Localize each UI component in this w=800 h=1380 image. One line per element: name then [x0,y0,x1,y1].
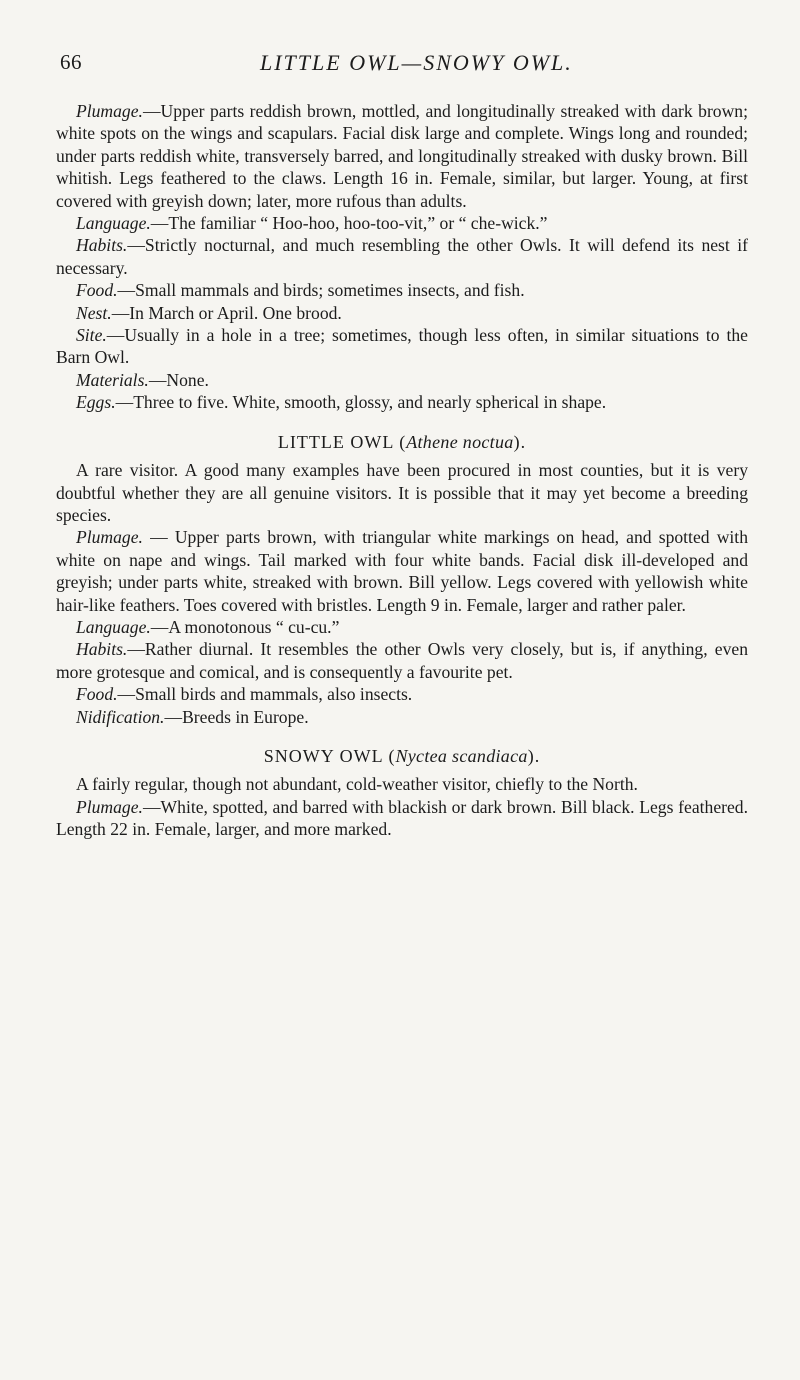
field-text: —Small mammals and birds; sometimes insects, and fish. [117,280,525,301]
field-site [56,324,748,369]
species-common-name: SNOWY OWL [263,745,383,766]
field-text: —White, spotted, and barred with blackish or dark brown. Bill black. Legs feathered. Length 22 in. Female, larger, and more marked. [56,796,748,840]
field-label: Site. [76,325,107,346]
species-common-name: LITTLE OWL [277,431,394,452]
field-label: Food. [76,684,118,705]
field-text: —Usually in a hole in a tree; sometimes, though less often, in similar situations to the Barn Owl. [56,325,748,368]
field-label: Plumage. [76,527,143,548]
field-food [56,279,748,301]
field-plumage [56,526,748,616]
field-nidification [56,706,748,728]
field-text: —Breeds in Europe. [164,706,309,727]
field-label: Language. [76,213,151,234]
field-label: Eggs. [76,392,116,413]
field-habits [56,638,748,683]
species-latin-name: Nyctea scandiaca [395,745,528,766]
species-latin-name: Athene noctua [406,431,514,452]
snowy-owl-section [56,745,748,841]
field-text: —Rather diurnal. It resembles the other Owls very closely, but is, if anything, even more grotesque and comical, and is consequently a favourite pet. [56,639,748,682]
field-text: —None. [148,369,209,390]
previous-species-section [56,100,748,414]
field-language [56,616,748,638]
field-text: —In March or April. One brood. [111,302,342,323]
field-label: Nest. [76,302,112,323]
species-heading: LITTLE OWL (Athene noctua). [277,431,527,452]
species-intro: A rare visitor. A good many examples have been procured in most counties, but it is very doubtful whether they are all genuine visitors. It is possible that it may yet become a breeding species. [56,460,748,525]
running-head [60,44,740,84]
species-heading: SNOWY OWL (Nyctea scandiaca). [263,745,541,766]
field-text: — Upper parts brown, with triangular white markings on head, and spotted with white on nape and wings. Tail marked with four white bands. Facial disk ill-developed and greyish; under parts white, streaked with brown. Bill yellow. Legs covered with yellowish white hair-like feathers. Toes covered with bristles. Length 9 in. Female, larger and rather paler. [56,527,748,615]
field-food [56,683,748,705]
field-plumage [56,796,748,841]
field-label: Plumage. [76,101,143,121]
field-nest [56,302,748,324]
field-text: —The familiar “ Hoo-hoo, hoo-too-vit,” or “ che-wick.” [150,213,548,234]
field-label: Habits. [76,639,128,660]
field-text: —A monotonous “ cu-cu.” [150,616,340,637]
field-label: Food. [76,280,118,301]
field-label: Nidification. [76,706,165,727]
field-label: Plumage. [76,796,143,817]
field-habits [56,234,748,279]
field-text: —Small birds and mammals, also insects. [117,684,413,705]
field-label: Materials. [76,369,149,390]
field-materials [56,369,748,391]
field-plumage [56,100,748,212]
page-body [56,100,748,841]
running-title: LITTLE OWL—SNOWY OWL. [260,50,573,75]
field-text: —Three to five. White, smooth, glossy, and nearly spherical in shape. [115,392,607,413]
little-owl-section [56,431,748,728]
field-eggs [56,391,748,413]
field-text: —Strictly nocturnal, and much resembling the other Owls. It will defend its nest if necessary. [56,235,748,278]
field-text: —Upper parts reddish brown, mottled, and longitudinally streaked with dark brown; white spots on the wings and scapulars. Facial disk large and complete. Wings long and rounded; under parts reddish white, transversely barred, and longitudinally streaked with dusky brown. Bill whitish. Legs feathered to the claws. Length 16 in. Female, similar, but larger. Young, at first covered with greyish down; later, more rufous than adults. [56,101,748,211]
field-label: Habits. [76,235,128,256]
field-label: Language. [76,616,151,637]
field-language [56,212,748,234]
page-number: 66 [60,50,82,74]
species-intro: A fairly regular, though not abundant, cold-weather visitor, chiefly to the North. [76,774,638,795]
